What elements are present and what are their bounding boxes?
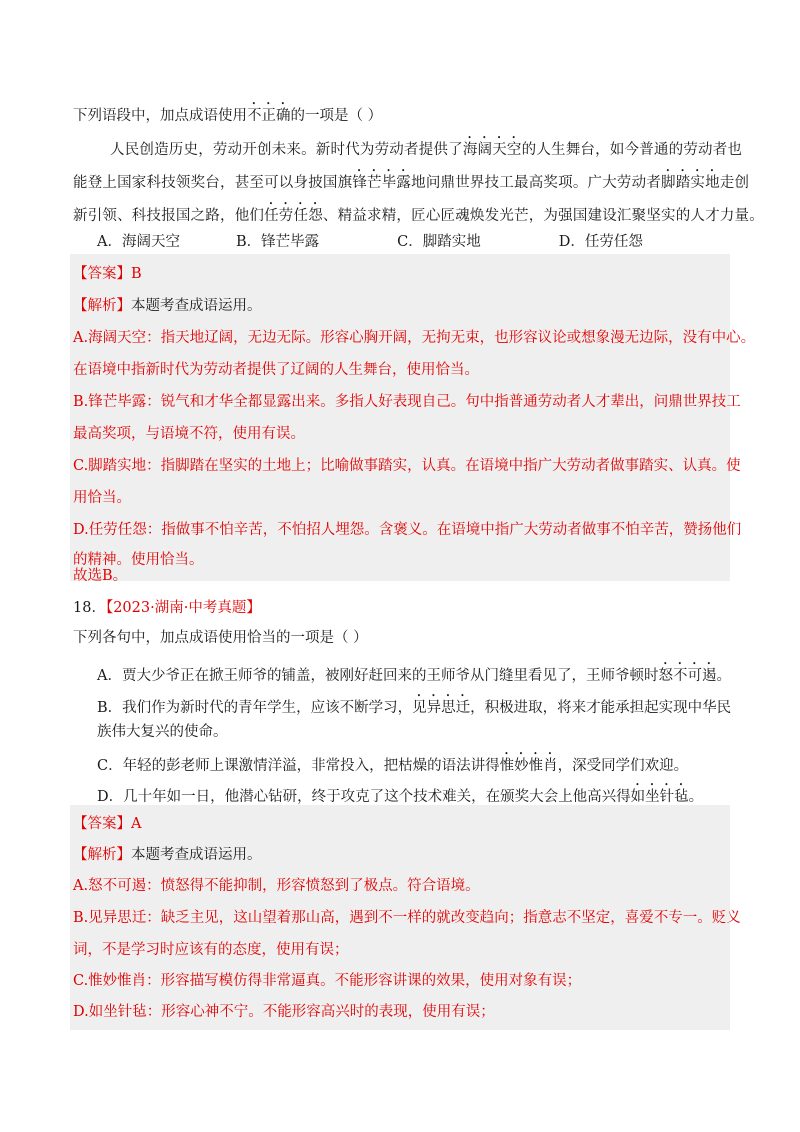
question-source: 【2023·湖南·中考真题】 [105, 600, 261, 616]
q17-answer: 【答案】B [73, 266, 142, 282]
q17-analysis-line: B.锋芒毕露：锐气和才华全都显露出来。多指人好表现自己。句中指普通劳动者人才辈出，问鼎世界技工 [73, 394, 741, 410]
dotted-idiom: 锋芒毕露 [352, 175, 412, 191]
dotted-idiom: 见异思迁 [412, 700, 471, 716]
q18-option-d: D．几十年如一日，他潜心钻研，终于攻克了这个技术难关，在颁奖大会上他高兴得如坐针毡。 [97, 789, 704, 805]
q17-analysis-line: 用恰当。 [73, 490, 131, 506]
emphasized-phrase: 不正确 [247, 108, 291, 124]
q17-options [97, 230, 643, 251]
dotted-idiom: 海阔天空 [462, 142, 522, 158]
q18-option-a: A．贾大少爷正在掀王师爷的铺盖，被刚好赶回来的王师爷从门缝里看见了，王师爷顿时怒不可遏。 [97, 668, 731, 684]
q18-analysis-line: C.惟妙惟肖：形容描写模仿得非常逼真。不能形容讲课的效果，使用对象有误； [73, 973, 582, 989]
q17-stem: 下列语段中，加点成语使用不正确的一项是（ ） [73, 108, 383, 124]
q17-analysis-line: D.任劳任怨：指做事不怕辛苦，不怕招人埋怨。含褒义。在语境中指广大劳动者做事不怕辛苦，赞扬他们 [73, 522, 742, 538]
dotted-idiom: 惟妙惟肖 [499, 758, 558, 774]
q17-conclusion: 故选B。 [73, 568, 128, 584]
dotted-idiom: 脚踏实地 [661, 175, 720, 191]
option-a: A．海阔天空 [97, 234, 180, 250]
q17-passage-line: 人民创造历史，劳动开创未来。新时代为劳动者提供了海阔天空的人生舞台，如今普通的劳动者也 [110, 142, 743, 158]
q18-option-b-cont: 族伟大复兴的使命。 [97, 724, 228, 740]
q17-analysis-line: 的精神。使用恰当。 [73, 552, 204, 568]
dotted-idiom: 怒不可遏 [658, 668, 717, 684]
dotted-idiom: 如坐针毡 [630, 789, 689, 805]
q18-analysis-line: B.见异思迁：缺乏主见，这山望着那山高，遇到不一样的就改变趋向；指意志不坚定，喜爱不专一。贬义 [73, 910, 741, 926]
q18-option-c: C．年轻的彭老师上课激情洋溢，非常投入，把枯燥的语法讲得惟妙惟肖，深受同学们欢迎。 [97, 758, 689, 774]
q17-analysis-line: 在语境中指新时代为劳动者提供了辽阔的人生舞台，使用恰当。 [73, 362, 479, 378]
q18-analysis-line: D.如坐针毡：形容心神不宁。不能形容高兴时的表现，使用有误； [73, 1004, 495, 1020]
option-c: C．脚踏实地 [397, 234, 481, 250]
q17-passage-line: 新引领、科技报国之路，他们任劳任怨、精益求精，匠心匠魂焕发光芒，为强国建设汇聚坚实的人才力量。 [73, 208, 764, 224]
q17-analysis-line: 最高奖项，与语境不符，使用有误。 [73, 426, 305, 442]
q18-analysis-line: A.怒不可遏：愤怒得不能抑制，形容愤怒到了极点。符合语境。 [73, 878, 480, 894]
q18-analysis-intro: 【解析】本题考查成语运用。 [73, 847, 262, 863]
q17-passage-line: 能登上国家科技领奖台，甚至可以身披国旗锋芒毕露地问鼎世界技工最高奖项。广大劳动者脚踏实地走创 [73, 175, 750, 191]
q18-option-b: B．我们作为新时代的青年学生，应该不断学习，见异思迁，积极进取，将来才能承担起实现中华民 [97, 700, 732, 716]
option-d: D．任劳任怨 [558, 234, 643, 250]
q18-answer: 【答案】A [73, 816, 142, 832]
option-b: B．锋芒毕露 [235, 234, 320, 250]
q17-analysis-line: C.脚踏实地：指脚踏在坚实的土地上；比喻做事踏实，认真。在语境中指广大劳动者做事踏实、认真。使 [73, 458, 741, 474]
q17-analysis-intro: 【解析】本题考查成语运用。 [73, 298, 262, 314]
q18-header [73, 596, 261, 617]
q18-stem: 下列各句中，加点成语使用恰当的一项是（ ） [73, 630, 368, 646]
q17-analysis-line: A.海阔天空：指天地辽阔，无边无际。形容心胸开阔，无拘无束，也形容议论或想象漫无边际，没有中心。 [73, 330, 756, 346]
q18-analysis-line: 词，不是学习时应该有的态度，使用有误； [73, 942, 349, 958]
dotted-idiom: 任劳任怨 [264, 208, 323, 224]
question-number: 18． [73, 600, 106, 616]
